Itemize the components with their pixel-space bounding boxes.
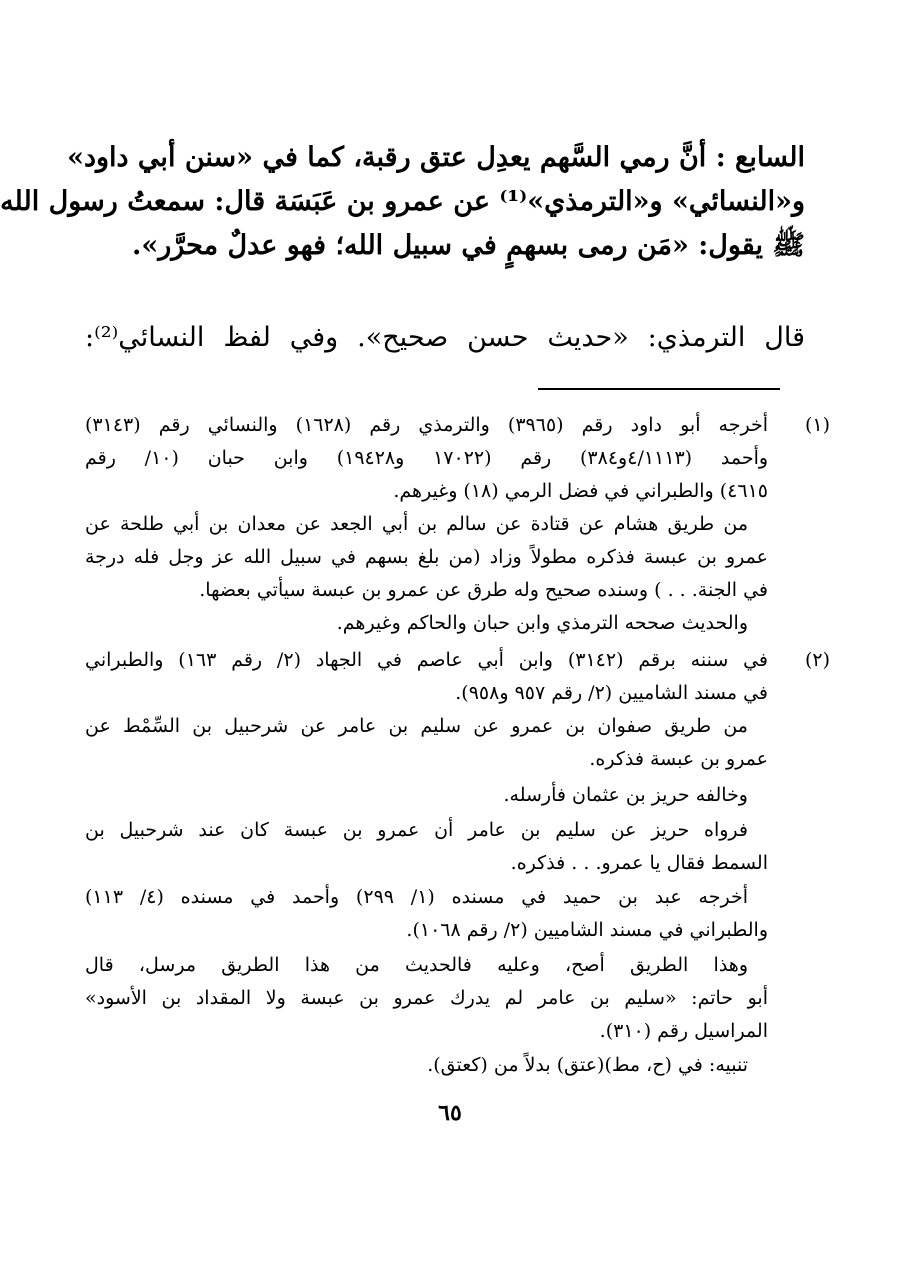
footnote-2-line-2: في مسند الشاميين (٢/ رقم ٩٥٧ و٩٥٨).: [455, 682, 768, 704]
main-text-line-3: ﷺ يقول: «مَن رمى بسهمٍ في سبيل الله؛ فهو عدلٌ محرَّر».: [131, 230, 805, 261]
footnote-2-para-3-line-1: فرواه حريز عن سليم بن عامر أن عمرو بن عبسة كان عند شرحبيل بن: [85, 819, 748, 841]
footnote-1-para-1-line-1: من طريق هشام عن قتادة عن سالم بن أبي الجعد عن معدان بن أبي طلحة عن: [85, 513, 748, 535]
footnote-2-para-2-line-1: وخالفه حريز بن عثمان فأرسله.: [503, 784, 748, 806]
footnote-2-para-5-line-3: المراسيل رقم (٣١٠).: [599, 1020, 768, 1042]
footnote-1-para-2-line-1: والحديث صححه الترمذي وابن حبان والحاكم وغيرهم.: [336, 612, 748, 634]
footnote-1-para-1-line-2: عمرو بن عبسة فذكره مطولاً وزاد (من بلغ بسهم في سبيل الله عز وجل فله درجة: [85, 546, 768, 568]
footnote-2-para-1-line-1: من طريق صفوان بن عمرو عن سليم بن عامر عن شرحبيل بن السِّمْط عن: [85, 715, 748, 737]
footnote-2-line-1: في سننه برقم (٣١٤٢) وابن أبي عاصم في الجهاد (٢/ رقم ١٦٣) والطبراني: [85, 649, 768, 671]
main-text-line-1: السابع : أنَّ رمي السَّهم يعدِل عتق رقبة، كما في «سنن أبي داود»: [67, 142, 805, 173]
footnote-1-line-2: وأحمد (٤/١١١٣و٣٨٤) رقم (١٧٠٢٢ و١٩٤٢٨) وابن حبان (١٠/ رقم: [85, 447, 769, 469]
footnote-1-line-3: ٤٦١٥) والطبراني في فضل الرمي (١٨) وغيرهم.: [393, 480, 768, 502]
footnote-2-para-6-line-1: تنبيه: في (ح، مط)(عتق) بدلاً من (كعتق).: [427, 1054, 748, 1076]
tirmidhi-quote-line: قال الترمذي: «حديث حسن صحيح». وفي لفظ النسائي⁽²⁾:: [85, 322, 805, 353]
footnote-separator: [538, 388, 780, 390]
footnote-2-para-4-line-1: أخرجه عبد بن حميد في مسنده (١/ ٢٩٩) وأحمد في مسنده (٤/ ١١٣): [85, 886, 748, 908]
footnote-2-para-3-line-2: السمط فقال يا عمرو. . . فذكره.: [510, 852, 768, 874]
footnote-1-number: (١): [804, 414, 830, 436]
footnote-2-para-5-line-1: وهذا الطريق أصح، وعليه فالحديث من هذا الطريق مرسل، قال: [85, 954, 748, 976]
page-number: ٦٥: [438, 1100, 462, 1126]
footnote-2-number: (٢): [804, 649, 830, 671]
footnote-1-para-1-line-3: في الجنة. . . ) وسنده صحيح وله طرق عن عمرو بن عبسة سيأتي بعضها.: [199, 579, 768, 601]
footnote-2-para-4-line-2: والطبراني في مسند الشاميين (٢/ رقم ١٠٦٨).: [406, 919, 768, 941]
footnote-2-para-5-line-2: أبو حاتم: «سليم بن عامر لم يدرك عمرو بن عبسة ولا المقداد بن الأسود»: [85, 987, 768, 1009]
main-text-line-2: و«النسائي» و«الترمذي»⁽¹⁾ عن عمرو بن عَبَسَة قال: سمعتُ رسول الله: [0, 186, 805, 217]
footnote-2-para-1-line-2: عمرو بن عبسة فذكره.: [589, 748, 768, 770]
footnote-1-line-1: أخرجه أبو داود رقم (٣٩٦٥) والترمذي رقم (١٦٢٨) والنسائي رقم (٣١٤٣): [85, 414, 768, 436]
